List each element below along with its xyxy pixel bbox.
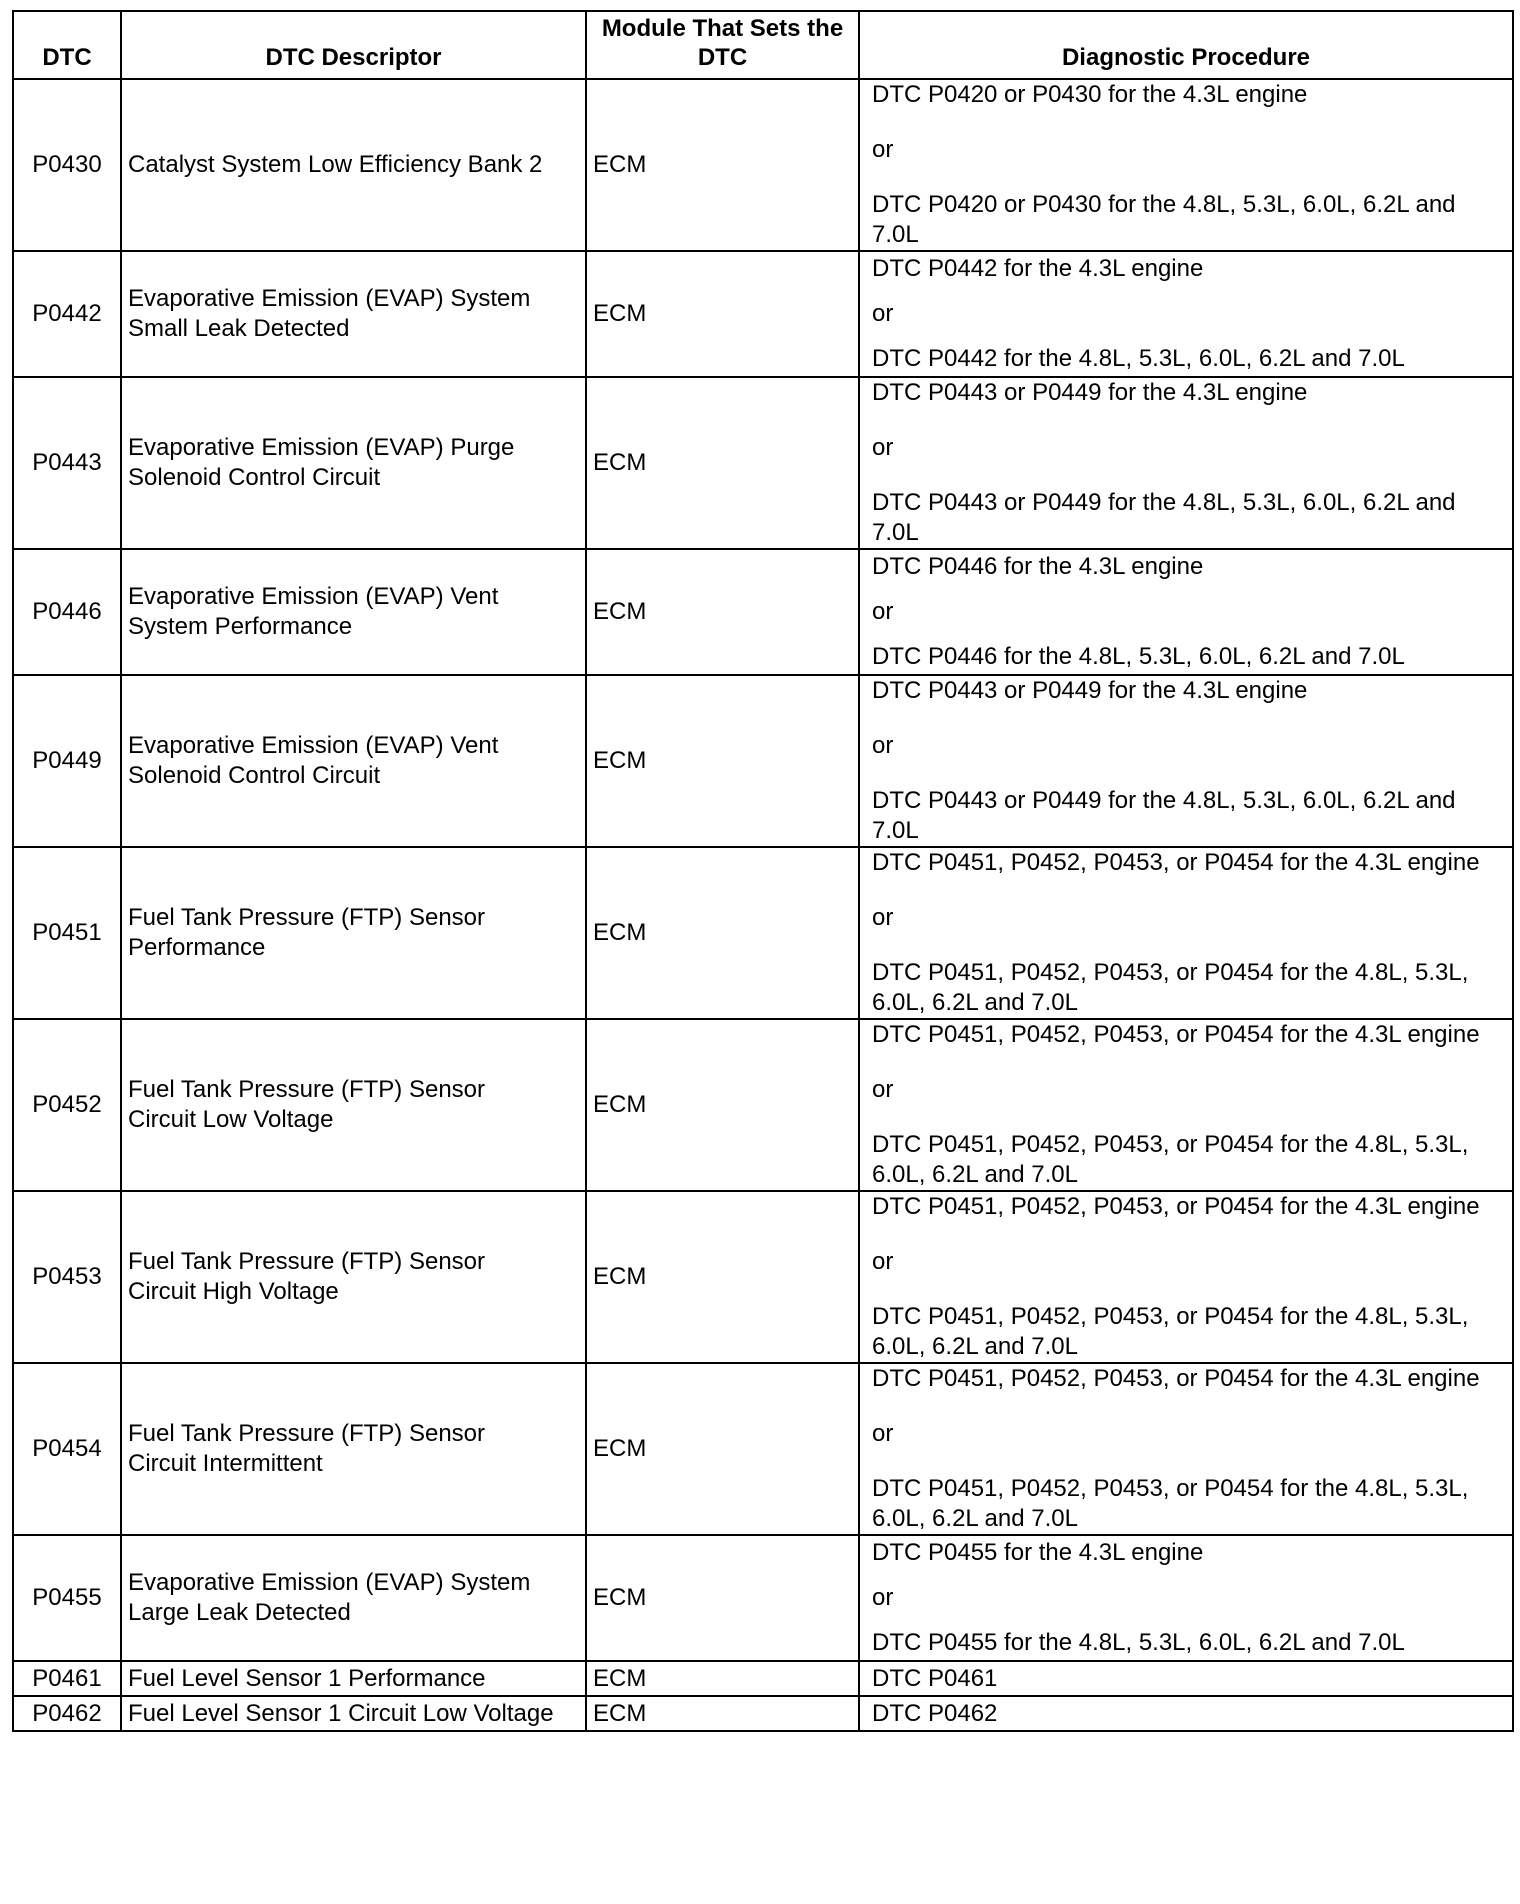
dtc-descriptor (121, 1696, 586, 1731)
descriptor-line: System Performance (128, 613, 353, 640)
dtc-descriptor (121, 1661, 586, 1696)
module-cell: ECM (586, 1535, 859, 1661)
module-cell: ECM (586, 377, 859, 549)
dtc-code: P0446 (13, 549, 121, 675)
header-module (586, 11, 859, 79)
procedure-link[interactable]: DTC P0443 or P0449 for the 4.3L engine (872, 677, 1308, 704)
spacer (866, 408, 1506, 433)
module-cell: ECM (586, 79, 859, 251)
descriptor-line: Large Leak Detected (128, 1599, 351, 1626)
descriptor-line: Evaporative Emission (EVAP) System (128, 1569, 531, 1596)
table-body (13, 79, 1513, 1731)
spacer (866, 1394, 1506, 1419)
dtc-descriptor (121, 1535, 586, 1661)
diagnostic-procedure (859, 1661, 1513, 1696)
procedure-or: or (872, 1248, 894, 1275)
procedure-link[interactable]: DTC P0451, P0452, P0453, or P0454 for the 4.8L, 5.3L, (872, 959, 1469, 986)
procedure-or: or (872, 1076, 894, 1103)
descriptor-line: Fuel Level Sensor 1 Circuit Low Voltage (128, 1699, 554, 1727)
diagnostic-procedure (859, 79, 1513, 251)
procedure-or: or (872, 598, 894, 625)
module-cell: ECM (586, 1661, 859, 1696)
descriptor-line: Evaporative Emission (EVAP) Purge (128, 434, 515, 461)
dtc-descriptor (121, 1363, 586, 1535)
table-row (13, 251, 1513, 377)
header-module-line: Module That Sets the (601, 15, 844, 42)
procedure-or: or (872, 1584, 894, 1611)
spacer (866, 463, 1506, 488)
procedure-link-cont[interactable]: 6.0L, 6.2L and 7.0L (872, 1161, 1078, 1188)
spacer (866, 582, 1506, 597)
diagnostic-procedure (859, 251, 1513, 377)
descriptor-line: Fuel Tank Pressure (FTP) Sensor (128, 904, 486, 931)
procedure-link-cont[interactable]: 7.0L (872, 817, 919, 844)
procedure-link[interactable]: DTC P0420 or P0430 for the 4.8L, 5.3L, 6.0L, 6.2L and (872, 191, 1456, 218)
module-cell: ECM (586, 1191, 859, 1363)
module-cell: ECM (586, 675, 859, 847)
spacer (866, 1568, 1506, 1583)
spacer (866, 1277, 1506, 1302)
procedure-link[interactable]: DTC P0420 or P0430 for the 4.3L engine (872, 81, 1308, 108)
spacer (866, 110, 1506, 135)
header-procedure: Diagnostic Procedure (859, 11, 1513, 79)
header-descriptor: DTC Descriptor (121, 11, 586, 79)
procedure-link-cont[interactable]: 7.0L (872, 221, 919, 248)
procedure-link[interactable]: DTC P0446 for the 4.3L engine (872, 553, 1204, 580)
procedure-link[interactable]: DTC P0451, P0452, P0453, or P0454 for the 4.8L, 5.3L, (872, 1475, 1469, 1502)
dtc-code: P0449 (13, 675, 121, 847)
diagnostic-procedure (859, 1535, 1513, 1661)
diagnostic-procedure (859, 847, 1513, 1019)
procedure-link[interactable]: DTC P0443 or P0449 for the 4.8L, 5.3L, 6.0L, 6.2L and (872, 489, 1456, 516)
procedure-link[interactable]: DTC P0443 or P0449 for the 4.8L, 5.3L, 6.0L, 6.2L and (872, 787, 1456, 814)
table-row (13, 675, 1513, 847)
descriptor-line: Fuel Tank Pressure (FTP) Sensor (128, 1420, 486, 1447)
procedure-link-cont[interactable]: 7.0L (872, 519, 919, 546)
descriptor-line: Performance (128, 934, 266, 961)
procedure-link[interactable]: DTC P0451, P0452, P0453, or P0454 for the 4.8L, 5.3L, (872, 1303, 1469, 1330)
table-header (13, 11, 1513, 79)
procedure-link[interactable]: DTC P0451, P0452, P0453, or P0454 for the 4.3L engine (872, 1021, 1480, 1048)
table-row (13, 1661, 1513, 1696)
descriptor-line: Circuit High Voltage (128, 1278, 339, 1305)
descriptor-line: Evaporative Emission (EVAP) System (128, 285, 531, 312)
diagnostic-procedure (859, 1019, 1513, 1191)
spacer (866, 1105, 1506, 1130)
procedure-link[interactable]: DTC P0442 for the 4.3L engine (872, 255, 1204, 282)
dtc-code: P0454 (13, 1363, 121, 1535)
table-row (13, 1696, 1513, 1731)
procedure-link[interactable]: DTC P0462 (872, 1699, 998, 1727)
dtc-code: P0455 (13, 1535, 121, 1661)
descriptor-line: Circuit Low Voltage (128, 1106, 334, 1133)
procedure-link-cont[interactable]: 6.0L, 6.2L and 7.0L (872, 1333, 1078, 1360)
module-cell: ECM (586, 847, 859, 1019)
dtc-descriptor (121, 251, 586, 377)
procedure-or: or (872, 434, 894, 461)
procedure-link[interactable]: DTC P0451, P0452, P0453, or P0454 for the 4.3L engine (872, 1193, 1480, 1220)
dtc-code: P0442 (13, 251, 121, 377)
header-dtc: DTC (13, 11, 121, 79)
spacer (866, 1050, 1506, 1075)
procedure-link[interactable]: DTC P0451, P0452, P0453, or P0454 for the 4.3L engine (872, 849, 1480, 876)
diagnostic-procedure (859, 549, 1513, 675)
procedure-or: or (872, 732, 894, 759)
descriptor-line: Fuel Tank Pressure (FTP) Sensor (128, 1076, 486, 1103)
spacer (866, 1613, 1506, 1628)
descriptor-line: Evaporative Emission (EVAP) Vent (128, 583, 499, 610)
dtc-code: P0461 (13, 1661, 121, 1696)
spacer (866, 706, 1506, 731)
dtc-code: P0430 (13, 79, 121, 251)
table-row (13, 847, 1513, 1019)
spacer (866, 627, 1506, 642)
descriptor-line: Catalyst System Low Efficiency Bank 2 (128, 151, 543, 178)
dtc-code: P0451 (13, 847, 121, 1019)
spacer (866, 329, 1506, 344)
dtc-descriptor (121, 847, 586, 1019)
table-row (13, 1535, 1513, 1661)
procedure-link[interactable]: DTC P0455 for the 4.8L, 5.3L, 6.0L, 6.2L and 7.0L (872, 1629, 1405, 1656)
table-row (13, 1363, 1513, 1535)
descriptor-line: Fuel Level Sensor 1 Performance (128, 1664, 486, 1692)
dtc-code: P0453 (13, 1191, 121, 1363)
procedure-link[interactable]: DTC P0446 for the 4.8L, 5.3L, 6.0L, 6.2L and 7.0L (872, 643, 1405, 670)
procedure-or: or (872, 300, 894, 327)
dtc-descriptor (121, 1019, 586, 1191)
procedure-link[interactable]: DTC P0451, P0452, P0453, or P0454 for the 4.8L, 5.3L, (872, 1131, 1469, 1158)
module-cell: ECM (586, 1019, 859, 1191)
procedure-or: or (872, 1420, 894, 1447)
dtc-table (12, 10, 1514, 1732)
spacer (866, 284, 1506, 299)
procedure-link[interactable]: DTC P0461 (872, 1664, 998, 1692)
table-row (13, 549, 1513, 675)
dtc-code: P0443 (13, 377, 121, 549)
spacer (866, 1449, 1506, 1474)
spacer (866, 933, 1506, 958)
dtc-descriptor (121, 1191, 586, 1363)
procedure-link[interactable]: DTC P0442 for the 4.8L, 5.3L, 6.0L, 6.2L and 7.0L (872, 345, 1405, 372)
descriptor-line: Circuit Intermittent (128, 1450, 323, 1477)
module-cell: ECM (586, 251, 859, 377)
dtc-descriptor (121, 549, 586, 675)
diagnostic-procedure (859, 675, 1513, 847)
dtc-code: P0452 (13, 1019, 121, 1191)
table-row (13, 377, 1513, 549)
table-row (13, 79, 1513, 251)
descriptor-line: Evaporative Emission (EVAP) Vent (128, 732, 499, 759)
descriptor-line: Small Leak Detected (128, 315, 350, 342)
diagnostic-procedure (859, 377, 1513, 549)
procedure-link-cont[interactable]: 6.0L, 6.2L and 7.0L (872, 1505, 1078, 1532)
header-row (13, 11, 1513, 79)
spacer (866, 1222, 1506, 1247)
procedure-link[interactable]: DTC P0451, P0452, P0453, or P0454 for the 4.3L engine (872, 1365, 1480, 1392)
descriptor-line: Solenoid Control Circuit (128, 464, 381, 491)
table-row (13, 1019, 1513, 1191)
procedure-or: or (872, 136, 894, 163)
dtc-descriptor (121, 79, 586, 251)
table-row (13, 1191, 1513, 1363)
module-cell: ECM (586, 549, 859, 675)
diagnostic-procedure (859, 1696, 1513, 1731)
procedure-link[interactable]: DTC P0455 for the 4.3L engine (872, 1539, 1204, 1566)
dtc-descriptor (121, 377, 586, 549)
diagnostic-procedure (859, 1363, 1513, 1535)
procedure-link-cont[interactable]: 6.0L, 6.2L and 7.0L (872, 989, 1078, 1016)
procedure-or: or (872, 904, 894, 931)
module-cell: ECM (586, 1363, 859, 1535)
spacer (866, 878, 1506, 903)
spacer (866, 165, 1506, 190)
dtc-code: P0462 (13, 1696, 121, 1731)
descriptor-line: Solenoid Control Circuit (128, 762, 381, 789)
header-module-line: DTC (697, 44, 748, 71)
spacer (866, 761, 1506, 786)
descriptor-line: Fuel Tank Pressure (FTP) Sensor (128, 1248, 486, 1275)
procedure-link[interactable]: DTC P0443 or P0449 for the 4.3L engine (872, 379, 1308, 406)
module-cell: ECM (586, 1696, 859, 1731)
dtc-descriptor (121, 675, 586, 847)
diagnostic-procedure (859, 1191, 1513, 1363)
